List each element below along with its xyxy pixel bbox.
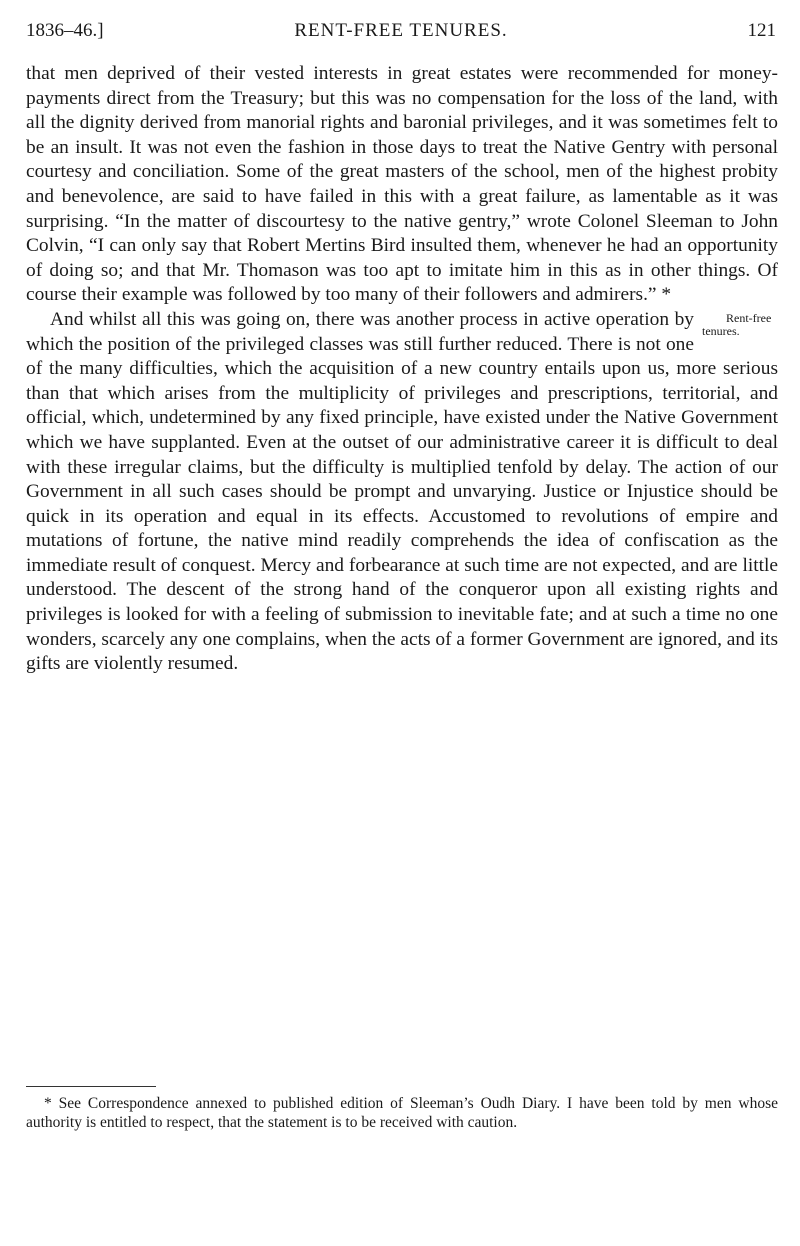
paragraph-2 xyxy=(26,308,778,677)
header-years: 1836–46.] xyxy=(26,20,104,41)
footnote-text: * See Correspondence annexed to published edition of Sleeman’s Oudh Diary. I have been told by men whose authority is entitled to respect, that the statement is to be received with caution. xyxy=(26,1095,778,1131)
header-title: RENT-FREE TENURES. xyxy=(294,20,508,41)
running-header xyxy=(26,20,776,50)
margin-note: Rent-free tenures. xyxy=(702,310,772,338)
page-number: 121 xyxy=(747,20,776,41)
body-text xyxy=(26,62,778,677)
footnote xyxy=(26,1094,778,1132)
paragraph-1: that men deprived of their vested interests in great estates were recommended for money-payments direct from the Treasury; but this was no compensation for the loss of the land, with all the dignity derived from manorial rights and baronial privileges, and it was sometimes felt to be an insult. It was not even the fashion in those days to treat the Native Gentry with personal courtesy and conciliation. Some of the great masters of the school, men of the highest probity and benevolence, are said to have failed in this with a great failure, as lamentable as it was surprising. “In the matter of discourtesy to the native gentry,” wrote Colonel Sleeman to John Colvin, “I can only say that Robert Mertins Bird insulted them, whenever he had an opportunity of doing so; and that Mr. Thomason was too apt to imitate him in this as in other things. Of course their example was followed by too many of their followers and admirers.” * xyxy=(26,63,778,306)
paragraph-2-text: And whilst all this was going on, there was another process in active operation by which the position of the privileged classes was still further reduced. There is not one of the many difficulties, which the acquisition of a new country entails upon us, more serious than that which arises from the multiplicity of privileges and prescriptions, territorial, and official, which, undetermined by any fixed principle, have existed under the Native Government which we have supplanted. Even at the outset of our administrative career it is difficult to deal with these irregular claims, but the difficulty is multiplied tenfold by delay. The action of our Government in all such cases should be prompt and unvarying. Justice or Injustice should be quick in its operation and equal in its effects. Accustomed to revolutions of empire and mutations of fortune, the native mind readily comprehends the idea of confiscation as the immediate result of conquest. Mercy and forbearance at such time are not expected, and are little understood. The descent of the strong hand of the conqueror upon all existing rights and privileges is looked for with a feeling of submission to inevitable fate; and at such a time no one wonders, scarcely any one complains, when the acts of a former Government are ignored, and its gifts are violently resumed. xyxy=(26,308,778,675)
footnote-rule xyxy=(26,1086,156,1087)
